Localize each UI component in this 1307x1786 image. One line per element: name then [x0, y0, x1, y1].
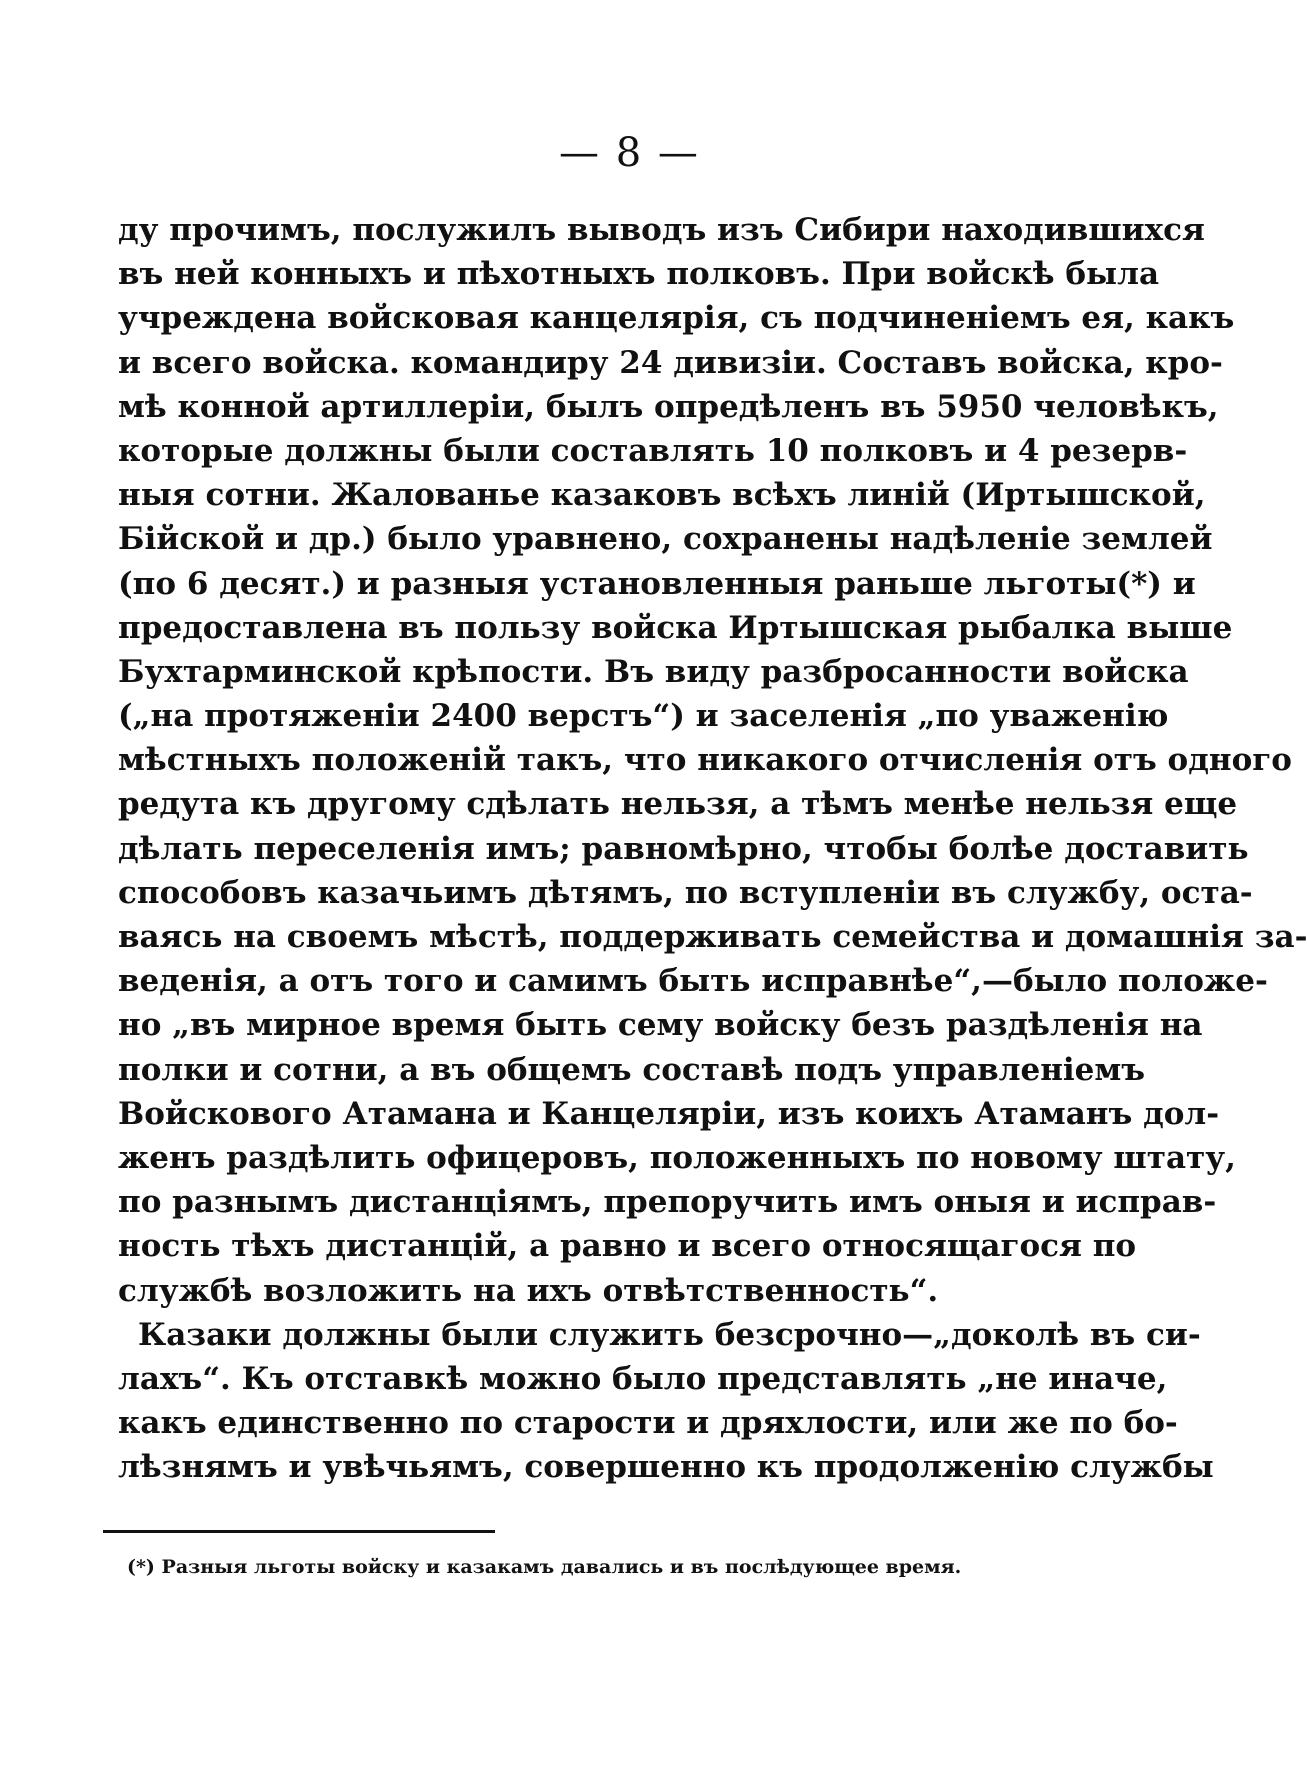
text-line: по разнымъ дистанціямъ, препоручить имъ оныя и исправ-: [118, 1184, 1217, 1221]
page-number: — 8 —: [559, 130, 700, 176]
text-line: ваясь на своемъ мѣстѣ, поддерживать семейства и домашнія за-: [118, 919, 1307, 955]
text-line: полки и сотни, а въ общемъ составѣ подъ управленіемъ: [118, 1051, 1146, 1088]
text-line: (по 6 десят.) и разныя установленныя раньше льготы(*) и: [118, 565, 1196, 602]
text-line: дѣлать переселенія имъ; равномѣрно, чтобы болѣе доставить: [118, 830, 1249, 867]
text-line: способовъ казачьимъ дѣтямъ, по вступленіи въ службу, оста-: [118, 874, 1253, 911]
text-line: мѣстныхъ положеній такъ, что никакого отчисленія отъ одного: [118, 742, 1292, 779]
footnote-divider: [103, 1530, 495, 1533]
text-line: какъ единственно по старости и дряхлости, или же по бо-: [118, 1405, 1178, 1442]
text-line: Войскового Атамана и Канцеляріи, изъ коихъ Атаманъ дол-: [118, 1095, 1220, 1132]
text-line: лѣзнямъ и увѣчьямъ, совершенно къ продолженію службы: [118, 1449, 1214, 1486]
text-line: ду прочимъ, послужилъ выводъ изъ Сибири находившихся: [118, 212, 1205, 248]
text-line: которые должны были составлять 10 полковъ и 4 резерв-: [118, 432, 1188, 469]
text-line: въ ней конныхъ и пѣхотныхъ полковъ. При войскѣ была: [118, 256, 1160, 293]
text-line: Бухтарминской крѣпости. Въ виду разбросанности войска: [118, 653, 1189, 690]
text-line: редута къ другому сдѣлать нельзя, а тѣмъ менѣе нельзя еще: [118, 786, 1238, 823]
text-line: мѣ конной артиллеріи, былъ опредѣленъ въ 5950 человѣкъ,: [118, 388, 1219, 425]
text-line: предоставлена въ пользу войска Иртышская рыбалка выше: [118, 609, 1233, 646]
text-line: но „въ мирное время быть сему войску безъ раздѣленія на: [118, 1007, 1203, 1044]
text-line: службѣ возложить на ихъ отвѣтственность“.: [118, 1272, 939, 1309]
text-line: веденія, а отъ того и самимъ быть исправнѣе“,—было положе-: [118, 963, 1268, 1000]
text-line: женъ раздѣлить офицеровъ, положенныхъ по новому штату,: [118, 1139, 1236, 1176]
text-line: учреждена войсковая канцелярія, съ подчиненіемъ ея, какъ: [118, 300, 1235, 337]
text-line: ность тѣхъ дистанцій, а равно и всего относящагося по: [118, 1228, 1137, 1265]
text-line: Бійской и др.) было уравнено, сохранены надѣленіе землей: [118, 521, 1213, 558]
text-line: лахъ“. Къ отставкѣ можно было представлять „не иначе,: [118, 1360, 1168, 1397]
paragraph-start-line: Казаки должны были служить безсрочно—„доколѣ въ си-: [138, 1316, 1201, 1353]
text-line: и всего войска. командиру 24 дивизіи. Составъ войска, кро-: [118, 344, 1223, 381]
footnote: (*) Разныя льготы войску и казакамъ давались и въ послѣдующее время.: [127, 1556, 962, 1578]
body-text: [118, 208, 1307, 1489]
text-line: („на протяженіи 2400 верстъ“) и заселенія „по уваженію: [118, 698, 1169, 735]
text-line: ныя сотни. Жалованье казаковъ всѣхъ линій (Иртышской,: [118, 477, 1206, 514]
